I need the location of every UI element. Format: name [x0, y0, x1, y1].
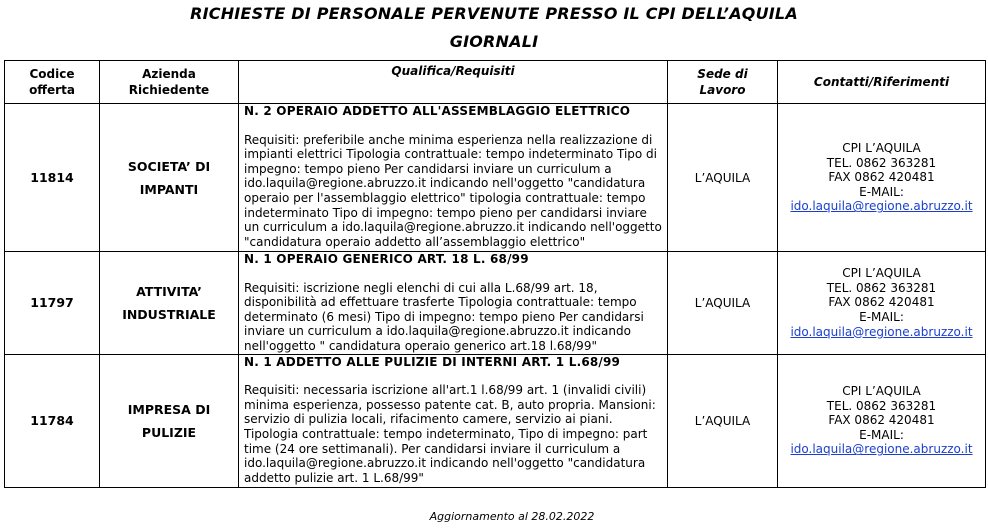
- contact-phone: TEL. 0862 363281: [826, 280, 937, 295]
- header-contacts: Contatti/Riferimenti: [778, 61, 986, 104]
- contact-office: CPI L’AQUILA: [842, 266, 921, 281]
- header-location-line-1: Sede di: [697, 67, 748, 81]
- page-subtitle: GIORNALI: [449, 32, 539, 51]
- contact-email-link[interactable]: ido.laquila@regione.abruzzo.it: [790, 324, 973, 339]
- update-date: Aggiornamento al 28.02.2022: [429, 510, 595, 523]
- qualification-cell: [239, 104, 668, 252]
- header-company-line-1: Azienda: [142, 67, 196, 81]
- job-title: N. 1 ADDETTO ALLE PULIZIE DI INTERNI ART. 1 L.68/99: [244, 354, 621, 369]
- company-line-2: INDUSTRIALE: [122, 306, 216, 322]
- job-requirements: Requisiti: preferibile anche minima esperienza nella realizzazione di impianti elettrici Tipologia contrattuale: tempo indeterminato Tipo di impegno: tempo pieno Per candidarsi inviare un curriculum a ido.laquila@regione.abruzzo.it indicando nell'oggetto "candidatura operaio per l'assemblaggio elettrico" tipologia contrattuale: tempo indeterminato Tipo di impegno: tempo pieno per candidarsi inviare un curriculum a ido.laquila@regione.abruzzo.it indicando nell'oggetto "candidatura operaio addetto all’assemblaggio elettrico": [244, 132, 662, 249]
- table-header-row: [5, 61, 986, 104]
- contact-fax: FAX 0862 420481: [828, 413, 935, 428]
- header-code-line-2: offerta: [29, 83, 75, 97]
- offer-code: 11797: [5, 252, 100, 355]
- header-company-line-2: Richiedente: [128, 83, 210, 97]
- offer-code: 11784: [5, 354, 100, 487]
- company-line-1: ATTIVITA’: [136, 283, 202, 299]
- contact-email-label: E-MAIL:: [859, 310, 904, 325]
- contact-email-label: E-MAIL:: [859, 184, 904, 199]
- contact-fax: FAX 0862 420481: [828, 295, 935, 310]
- company-line-1: SOCIETA’ DI: [127, 158, 211, 174]
- contact-fax: FAX 0862 420481: [828, 170, 935, 185]
- contact-office: CPI L’AQUILA: [842, 141, 921, 156]
- company-line-2: PULIZIE: [141, 424, 197, 440]
- qualification-cell: [239, 252, 668, 355]
- header-location-line-2: Lavoro: [699, 83, 746, 97]
- contact-email-link[interactable]: ido.laquila@regione.abruzzo.it: [790, 442, 973, 457]
- company-line-1: IMPRESA DI: [127, 401, 211, 417]
- table-row: [5, 354, 986, 487]
- company: [100, 104, 239, 252]
- contact-phone: TEL. 0862 363281: [826, 398, 937, 413]
- work-location: L’AQUILA: [668, 252, 778, 355]
- contact-email-link[interactable]: ido.laquila@regione.abruzzo.it: [790, 199, 973, 214]
- header-qualification: Qualifica/Requisiti: [239, 61, 668, 104]
- qualification-cell: [239, 354, 668, 487]
- page-title: RICHIESTE DI PERSONALE PERVENUTE PRESSO IL CPI DELL’AQUILA: [190, 4, 798, 23]
- job-requirements: Requisiti: necessaria iscrizione all'art.1 l.68/99 art. 1 (invalidi civili) minima esperienza, possesso patente cat. B, auto propria. Mansioni: servizio di pulizia locali, rifacimento camere, servizio ai piani. Tipologia contrattuale: tempo indeterminato, Tipo di impegno: part time (24 ore settimanali). Per candidarsi inviare il curriculum a ido.laquila@regione.abruzzo.it indicando nell'oggetto "candidatura addetto pulizie art. 1 L.68/99": [244, 383, 656, 485]
- job-offers-table: [4, 60, 986, 488]
- table-row: [5, 252, 986, 355]
- contact-cell: [778, 252, 986, 355]
- header-location: [668, 61, 778, 104]
- contact-phone: TEL. 0862 363281: [826, 155, 937, 170]
- job-title: N. 2 OPERAIO ADDETTO ALL'ASSEMBLAGGIO ELETTRICO: [244, 104, 631, 118]
- header-company: [100, 61, 239, 104]
- header-code: [5, 61, 100, 104]
- job-title: N. 1 OPERAIO GENERICO ART. 18 L. 68/99: [244, 252, 529, 266]
- work-location: L’AQUILA: [668, 104, 778, 252]
- work-location: L’AQUILA: [668, 354, 778, 487]
- offer-code: 11814: [5, 104, 100, 252]
- company: [100, 354, 239, 487]
- company-line-2: IMPANTI: [139, 181, 199, 197]
- contact-cell: [778, 104, 986, 252]
- header-code-line-1: Codice: [29, 67, 75, 81]
- contact-cell: [778, 354, 986, 487]
- job-requirements: Requisiti: iscrizione negli elenchi di cui alla L.68/99 art. 18, disponibilità ad effettuare trasferte Tipologia contrattuale: tempo determinato (6 mesi) Tipo di impegno: tempo pieno Per candidarsi inviare un curriculum a ido.laquila@regione.abruzzo.it indicando nell'oggetto " candidatura operaio generico art.18 l.68/99": [244, 280, 644, 353]
- contact-office: CPI L’AQUILA: [842, 384, 921, 399]
- contact-email-label: E-MAIL:: [859, 427, 904, 442]
- table-row: [5, 104, 986, 252]
- company: [100, 252, 239, 355]
